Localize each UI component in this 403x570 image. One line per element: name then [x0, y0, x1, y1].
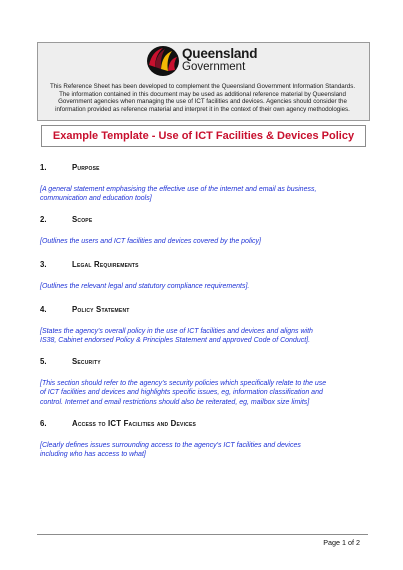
- section-security: [40, 356, 370, 407]
- section-access: [40, 418, 370, 460]
- intro-line: The information contained in this document may be used as additional reference material by Queensland: [59, 90, 346, 98]
- section-title: Legal Requirements: [72, 260, 139, 269]
- footer-divider: [37, 534, 368, 535]
- section-body: [40, 237, 370, 246]
- logo-emblem-icon: [146, 45, 180, 77]
- queensland-government-logo: [146, 45, 264, 77]
- body-line: [States the agency's overall policy in the use of ICT facilities and devices and aligns with: [40, 328, 313, 335]
- section-body: [40, 379, 370, 407]
- section-title: Purpose: [72, 163, 100, 172]
- logo-wordmark: [182, 47, 257, 73]
- body-line: [A general statement emphasising the effective use of the internet and email as business,: [40, 186, 317, 193]
- reference-sheet-intro: [42, 83, 363, 113]
- section-title: Policy Statement: [72, 305, 130, 314]
- section-number: 4.: [40, 305, 47, 314]
- title-box: [41, 125, 366, 147]
- section-number: 5.: [40, 357, 47, 366]
- section-heading: [40, 304, 370, 316]
- page-number: Page 1 of 2: [323, 538, 360, 547]
- logo-line-government: Government: [182, 60, 246, 73]
- section-body: [40, 441, 370, 460]
- intro-line: information provided as reference material and interpret it in the context of their own agency methodologies.: [55, 105, 350, 113]
- document-title: Example Template - Use of ICT Facilities & Devices Policy: [52, 130, 355, 142]
- section-number: 3.: [40, 260, 47, 269]
- section-title: Security: [72, 357, 101, 366]
- section-purpose: [40, 162, 370, 204]
- section-heading: [40, 356, 370, 368]
- section-heading: [40, 214, 370, 226]
- section-heading: [40, 162, 370, 174]
- section-body: [40, 185, 370, 204]
- body-line: including who has access to what]: [40, 451, 146, 459]
- body-line: control. Internet and email restrictions should also be reiterated, eg, mailbox size limits]: [40, 398, 310, 406]
- section-number: 2.: [40, 215, 47, 224]
- body-line: [Outlines the relevant legal and statutory compliance requirements].: [40, 283, 250, 290]
- section-number: 6.: [40, 419, 47, 428]
- body-line: [Outlines the users and ICT facilities and devices covered by the policy]: [40, 238, 261, 245]
- section-title: Access to ICT Facilities and Devices: [72, 419, 197, 428]
- body-line: of ICT facilities and devices and highlights specific issues, eg, information classification and: [40, 389, 323, 397]
- section-title: Scope: [72, 215, 93, 224]
- section-legal-requirements: [40, 259, 370, 291]
- logo-line-queensland: Queensland: [182, 46, 258, 61]
- section-body: [40, 327, 370, 346]
- section-scope: [40, 214, 370, 246]
- section-body: [40, 282, 370, 291]
- intro-line: This Reference Sheet has been developed to complement the Queensland Government Information Standards.: [49, 83, 356, 90]
- body-line: IS38, Cabinet endorsed Policy & Principles Statement and approved Code of Conduct].: [40, 337, 311, 345]
- section-heading: [40, 418, 370, 430]
- section-policy-statement: [40, 304, 370, 346]
- intro-line: Government agencies when managing the use of ICT facilities and devices. Agencies should consider the: [58, 98, 347, 106]
- body-line: [Clearly defines issues surrounding access to the agency's ICT facilities and devices: [40, 442, 301, 449]
- section-number: 1.: [40, 163, 47, 172]
- body-line: [This section should refer to the agency's security policies which specifically relate to the use: [40, 380, 327, 387]
- section-heading: [40, 259, 370, 271]
- body-line: communication and education tools]: [40, 195, 152, 203]
